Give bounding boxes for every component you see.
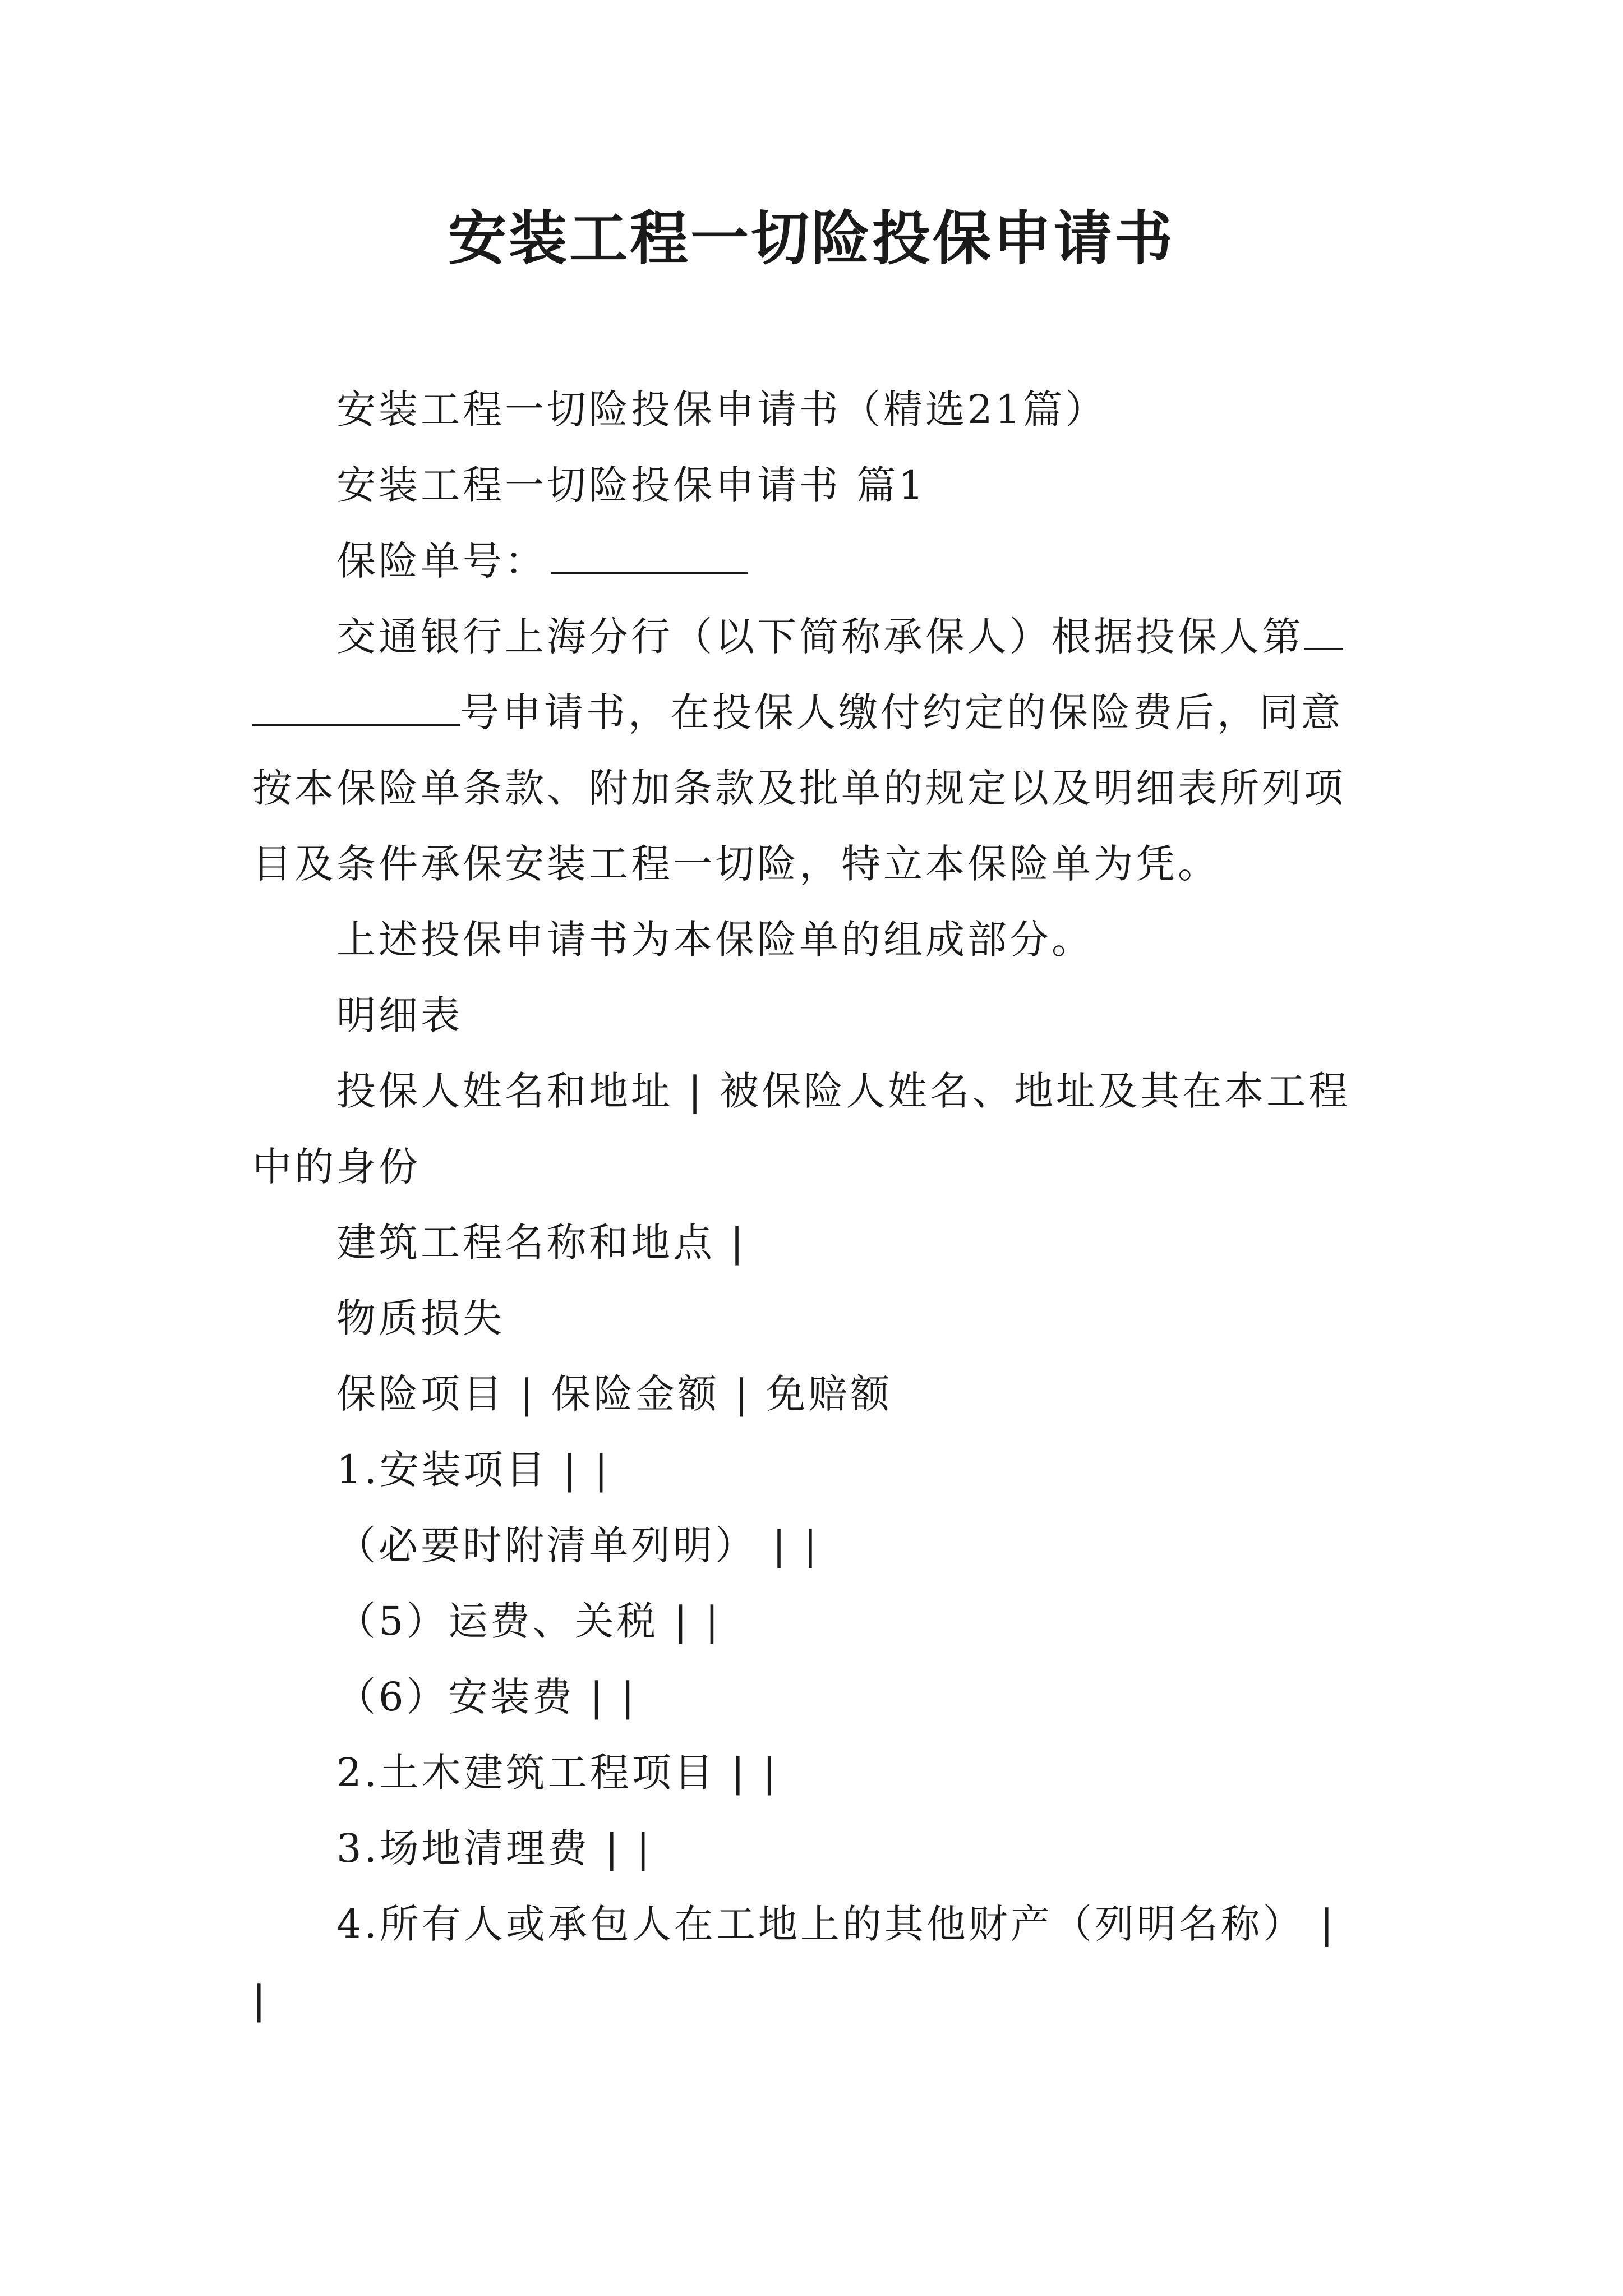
paragraph-line: 目及条件承保安装工程一切险，特立本保险单为凭。 [252,841,1220,887]
schedule-row: 投保人姓名和地址 | 被保险人姓名、地址及其在本工程 [336,1068,1351,1114]
schedule-row: 中的身份 [252,1144,421,1190]
paragraph-line: 按本保险单条款、附加条款及批单的规定以及明细表所列项 [252,765,1346,811]
policy-number-line [336,533,748,589]
section-heading: 安装工程一切险投保申请书 篇1 [336,462,926,508]
schedule-row: 3.场地清理费 | | [336,1825,653,1871]
paragraph-line [336,609,1343,665]
paragraph-line: 上述投保申请书为本保险单的组成部分。 [336,917,1094,963]
application-number-blank-cont [252,687,460,726]
schedule-header-row: 保险项目 | 保险金额 | 免赔额 [336,1371,893,1417]
subtitle-line: 安装工程一切险投保申请书（精选21篇） [336,386,1108,432]
application-number-blank [1304,611,1343,650]
policy-number-blank [551,535,748,574]
schedule-row: 建筑工程名称和地点 | [336,1220,746,1266]
paragraph-text: 交通银行上海分行（以下简称承保人）根据投保人第 [336,614,1304,660]
paragraph-line [252,684,1343,740]
policy-number-label: 保险单号： [336,538,547,584]
schedule-row: 4.所有人或承包人在工地上的其他财产（列明名称） | [336,1901,1336,1947]
schedule-row: （5）运费、关税 | | [336,1598,722,1644]
paragraph-text: 号申请书，在投保人缴付约定的保险费后，同意 [460,689,1343,735]
schedule-row: （必要时附清单列明） | | [336,1522,820,1568]
schedule-row: （6）安装费 | | [336,1674,638,1720]
schedule-row: 2.土木建筑工程项目 | | [336,1750,779,1796]
schedule-heading: 物质损失 [336,1295,505,1341]
schedule-heading: 明细表 [336,992,463,1038]
document-title: 安装工程一切险投保申请书 [448,204,1175,273]
schedule-row: | [252,1977,269,2023]
schedule-row: 1.安装项目 | | [336,1447,611,1493]
